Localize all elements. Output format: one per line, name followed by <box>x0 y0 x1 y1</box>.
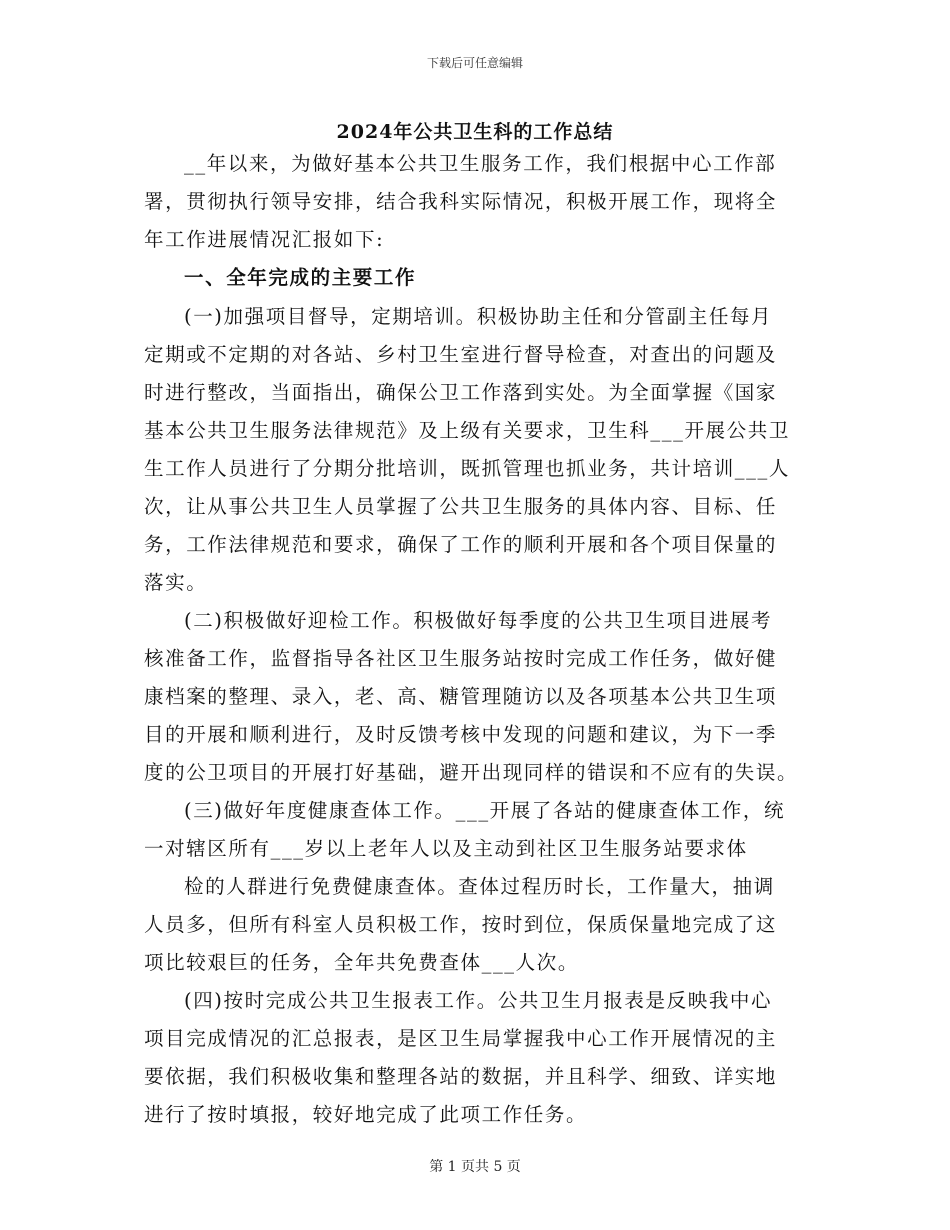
body-line: 核准备工作，监督指导各社区卫生服务站按时完成工作任务，做好健 <box>144 647 778 670</box>
section-heading: 一、全年完成的主要工作 <box>184 266 417 289</box>
document-title: 2024年公共卫生科的工作总结 <box>336 121 614 143</box>
body-line: 定期或不定期的对各站、乡村卫生室进行督导检查，对查出的问题及 <box>144 343 778 366</box>
body-line: (三)做好年度健康查体工作。___开展了各站的健康查体工作，统 <box>184 799 786 822</box>
body-line: 项比较艰巨的任务，全年共免费查体___人次。 <box>144 951 579 974</box>
body-line: 度的公卫项目的开展打好基础，避开出现同样的错误和不应有的失误。 <box>144 761 799 784</box>
body-line: (一)加强项目督导，定期培训。积极协助主任和分管副主任每月 <box>184 305 773 328</box>
body-line: 项目完成情况的汇总报表，是区卫生局掌握我中心工作开展情况的主 <box>144 1027 778 1050</box>
body-line: 进行了按时填报，较好地完成了此项工作任务。 <box>144 1103 588 1126</box>
page-header: 下载后可任意编辑 <box>426 56 523 70</box>
body-line: 目的开展和顺利进行，及时反馈考核中发现的问题和建议，为下一季 <box>144 723 778 746</box>
body-line: (四)按时完成公共卫生报表工作。公共卫生月报表是反映我中心 <box>184 989 773 1012</box>
body-line: 署，贯彻执行领导安排，结合我科实际情况，积极开展工作，现将全 <box>144 190 778 213</box>
body-line: 要依据，我们积极收集和整理各站的数据，并且科学、细致、详实地 <box>144 1065 778 1088</box>
body-line: 次，让从事公共卫生人员掌握了公共卫生服务的具体内容、目标、任 <box>144 495 778 518</box>
body-line: 检的人群进行免费健康查体。查体过程历时长，工作量大，抽调 <box>184 875 775 898</box>
body-line: 落实。 <box>144 571 208 594</box>
body-line: 时进行整改，当面指出，确保公卫工作落到实处。为全面掌握《国家 <box>144 381 778 404</box>
body-line: 生工作人员进行了分期分批培训，既抓管理也抓业务，共计培训___人 <box>144 457 790 480</box>
body-line: 务，工作法律规范和要求，确保了工作的顺利开展和各个项目保量的 <box>144 533 778 556</box>
body-line: 一对辖区所有___岁以上老年人以及主动到社区卫生服务站要求体 <box>144 837 748 860</box>
body-line: 人员多，但所有科室人员积极工作，按时到位，保质保量地完成了这 <box>144 913 778 936</box>
body-line: __年以来，为做好基本公共卫生服务工作，我们根据中心工作部 <box>184 152 777 175</box>
body-line: 基本公共卫生服务法律规范》及上级有关要求，卫生科___开展公共卫 <box>144 419 790 442</box>
page-footer: 第 1 页共 5 页 <box>429 1159 521 1175</box>
body-line: 康档案的整理、录入，老、高、糖管理随访以及各项基本公共卫生项 <box>144 685 778 708</box>
body-line: 年工作进展情况汇报如下: <box>144 228 385 251</box>
body-line: (二)积极做好迎检工作。积极做好每季度的公共卫生项目进展考 <box>184 609 773 632</box>
